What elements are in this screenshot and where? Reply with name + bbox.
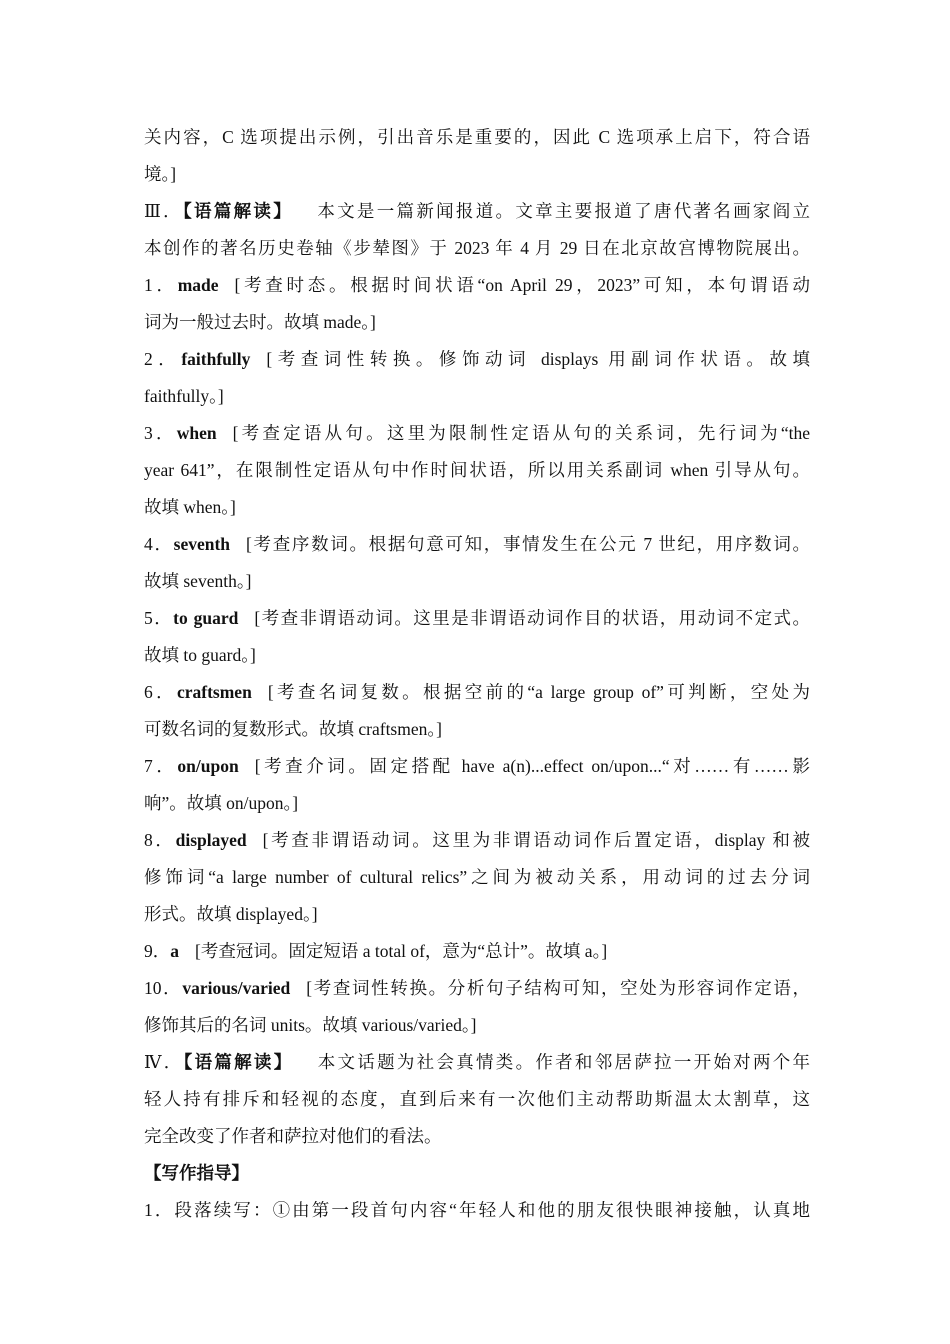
text-line: 轻人持有排斥和轻视的态度，直到后来有一次他们主动帮助斯温太太割草，这 (144, 1089, 810, 1109)
answer-item (144, 267, 810, 304)
section-4-heading-line: Ⅳ．【语篇解读】 本文话题为社会真情类。作者和邻居萨拉一开始对两个年 (144, 1052, 810, 1072)
item-number: 7． (144, 756, 178, 776)
item-number: 6． (144, 682, 177, 702)
item-number: 1． (144, 275, 178, 295)
text-line: 境。] (144, 164, 177, 184)
item-number: 4． (144, 534, 174, 554)
explanation: [考查词性转换。修饰动词 displays 用副词作状语。故填 (266, 349, 810, 369)
text-line: 响”。故填 on/upon。] (144, 793, 299, 813)
text-line: 形式。故填 displayed。] (144, 904, 318, 924)
text-line: 本创作的著名历史卷轴《步辇图》于 2023 年 4 月 29 日在北京故宫博物院展出。 (144, 238, 810, 258)
answer-word: seventh (173, 534, 231, 554)
explanation: [考查定语从句。这里为限制性定语从句的关系词，先行词为“the (232, 423, 810, 443)
text-line: 修饰其后的名词 units。故填 various/varied。] (144, 1015, 477, 1035)
answer-item (144, 526, 810, 563)
explanation: [考查非谓语动词。这里是非谓语动词作目的状语，用动词不定式。 (254, 608, 810, 628)
answer-word: various/varied (182, 978, 291, 998)
answer-item (144, 748, 810, 785)
answer-item (144, 933, 810, 970)
explanation: [考查冠词。固定短语 a total of，意为“总计”。故填 a。] (195, 941, 608, 961)
answer-word: a (170, 941, 179, 961)
answer-item (144, 415, 810, 452)
text-line: faithfully。] (144, 386, 224, 406)
answer-word: made (177, 275, 219, 295)
answer-word: when (176, 423, 217, 443)
section-label: 【语篇解读】 (182, 201, 294, 221)
answer-word: displayed (175, 830, 247, 850)
answer-word: craftsmen (176, 682, 252, 702)
answer-word: on/upon (177, 756, 239, 776)
text-line: 故填 to guard。] (144, 645, 256, 665)
text-line: 词为一般过去时。故填 made。] (144, 312, 376, 332)
answer-word: to guard (173, 608, 239, 628)
item-number: 8． (144, 830, 176, 850)
answer-item (144, 600, 810, 637)
explanation: [考查时态。根据时间状语“on April 29，2023”可知，本句谓语动 (234, 275, 810, 295)
writing-guide-heading: 【写作指导】 (144, 1163, 249, 1183)
answer-word: faithfully (181, 349, 251, 369)
item-number: 5． (144, 608, 174, 628)
item-number: 2． (144, 349, 182, 369)
text-line: 完全改变了作者和萨拉对他们的看法。 (144, 1126, 442, 1146)
explanation: [考查介词。固定搭配 have a(n)...effect on/upon...“对……有……影 (254, 756, 810, 776)
text-line: year 641”，在限制性定语从句中作时间状语，所以用关系副词 when 引导从句。 (144, 460, 810, 480)
text-line: 1．段落续写：①由第一段首句内容“年轻人和他的朋友很快眼神接触，认真地 (144, 1200, 810, 1220)
explanation: [考查名词复数。根据空前的“a large group of”可判断，空处为 (267, 682, 810, 702)
item-number: 9． (144, 941, 171, 961)
text-line: 故填 seventh。] (144, 571, 252, 591)
text-line: 可数名词的复数形式。故填 craftsmen。] (144, 719, 442, 739)
explanation: [考查词性转换。分析句子结构可知，空处为形容词作定语， (306, 978, 810, 998)
text-line: 关内容，C 选项提出示例，引出音乐是重要的，因此 C 选项承上启下，符合语 (144, 127, 810, 147)
answer-item (144, 674, 810, 711)
explanation: [考查序数词。根据句意可知，事情发生在公元 7 世纪，用序数词。 (246, 534, 810, 554)
section-number: Ⅳ． (144, 1052, 184, 1072)
explanation: [考查非谓语动词。这里为非谓语动词作后置定语，display 和被 (262, 830, 810, 850)
answer-item (144, 970, 810, 1007)
answer-item (144, 341, 810, 378)
section-3-heading-line: Ⅲ．【语篇解读】 本文是一篇新闻报道。文章主要报道了唐代著名画家阎立 (144, 201, 810, 221)
document-page (144, 119, 810, 1229)
text-line: 修饰词“a large number of cultural relics”之间为被动关系，用动词的过去分词 (144, 867, 810, 887)
text-line: 故填 when。] (144, 497, 236, 517)
section-label: 【语篇解读】 (183, 1052, 294, 1072)
section-number: Ⅲ． (144, 201, 183, 221)
item-number: 10． (144, 978, 183, 998)
answer-item (144, 822, 810, 859)
item-number: 3． (144, 423, 177, 443)
